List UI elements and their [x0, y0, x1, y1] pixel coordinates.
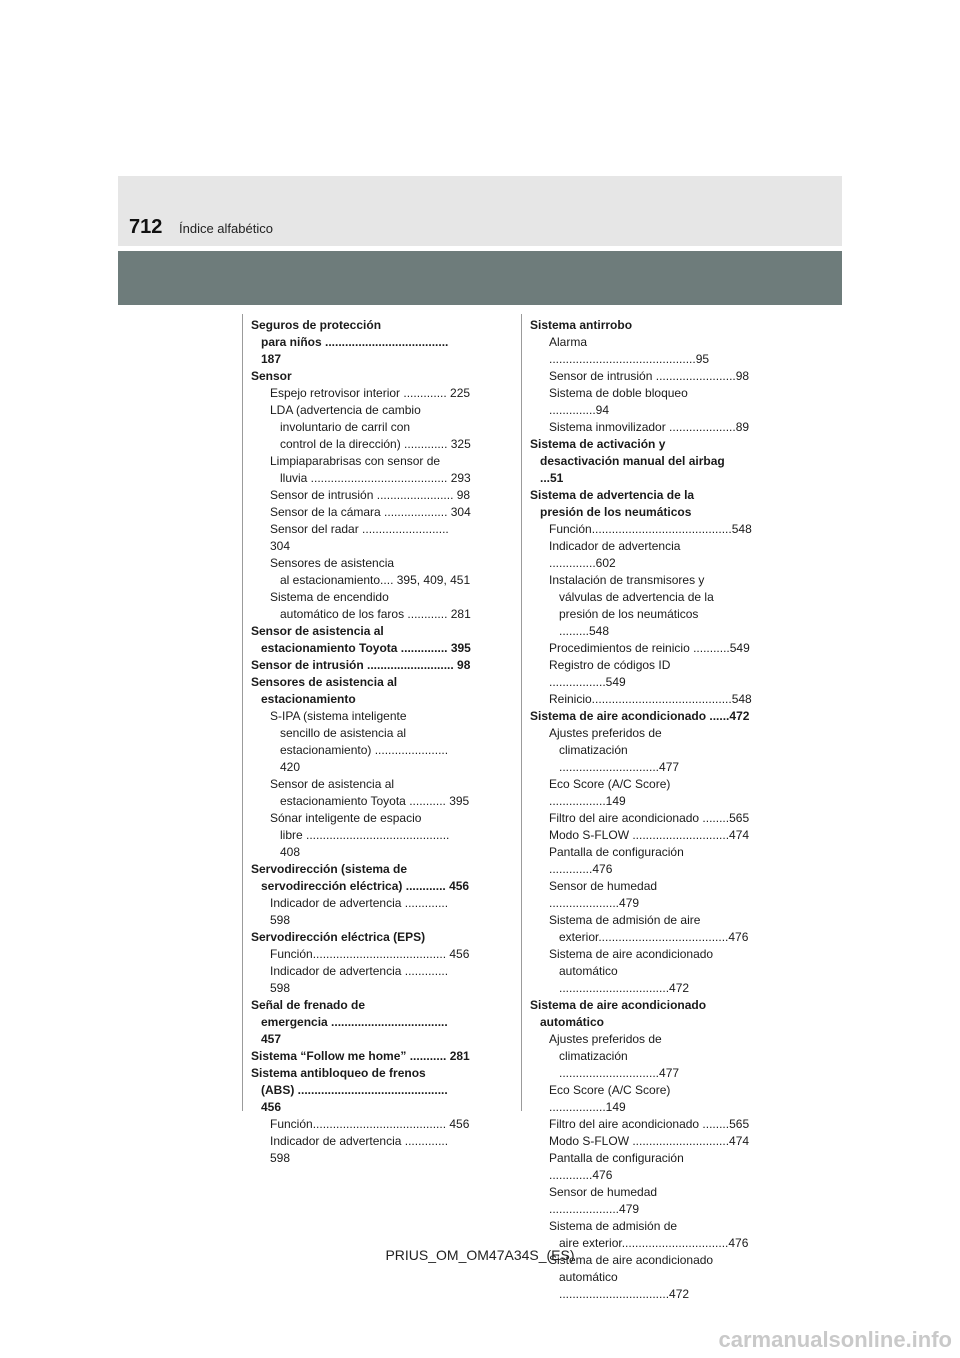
entry-continuation: involuntario de carril con: [280, 420, 411, 434]
index-subentry: [530, 844, 750, 878]
index-heading: [530, 708, 750, 725]
watermark: carmanualsonline.info: [718, 1327, 952, 1352]
entry-text: Indicador de advertencia ............. 598: [270, 896, 449, 927]
entry-continuation: automático .................................472: [559, 964, 690, 995]
entry-text: Alarma ............................................95: [549, 335, 710, 366]
index-subentry: [530, 419, 750, 436]
entry-continuation: estacionamiento Toyota ........... 395: [280, 794, 470, 808]
entry-continuation: exterior.......................................476: [559, 930, 749, 944]
index-subentry: [251, 504, 471, 521]
document-code: PRIUS_OM_OM47A34S_(ES): [385, 1247, 575, 1263]
index-heading: [251, 623, 471, 657]
entry-text: Modo S-FLOW .............................474: [549, 828, 750, 842]
entry-text: Función........................................ 456: [270, 947, 470, 961]
entry-text: Eco Score (A/C Score) .................149: [549, 1083, 671, 1114]
entry-text: Sistema “Follow me home” ........... 281: [251, 1049, 470, 1063]
index-subentry: [530, 521, 750, 538]
entry-text: Sistema de aire acondicionado: [549, 947, 714, 961]
entry-text: Servodirección (sistema de: [251, 862, 408, 876]
index-subentry: [251, 963, 471, 997]
entry-text: Sistema antirrobo: [530, 318, 633, 332]
index-subentry: [530, 368, 750, 385]
index-heading: [251, 317, 471, 368]
entry-text: Sistema de advertencia de la: [530, 488, 695, 502]
entry-text: Filtro del aire acondicionado ........565: [549, 1117, 750, 1131]
index-heading: [251, 1065, 471, 1116]
entry-text: Sensores de asistencia: [270, 556, 395, 570]
entry-text: Limpiaparabrisas con sensor de: [270, 454, 441, 468]
entry-text: Sensor de humedad .....................479: [549, 1185, 658, 1216]
column-rule-middle: [521, 314, 522, 1111]
entry-text: Sistema de admisión de aire: [549, 913, 701, 927]
entry-text: Sensor de intrusión .......................... 98: [251, 658, 471, 672]
entry-text: Función........................................ 456: [270, 1117, 470, 1131]
entry-text: Señal de frenado de: [251, 998, 366, 1012]
entry-continuation: estacionamiento: [261, 692, 356, 706]
index-subentry: [251, 555, 471, 589]
entry-text: Registro de códigos ID .................549: [549, 658, 671, 689]
index-heading: [530, 487, 750, 521]
entry-text: Servodirección eléctrica (EPS): [251, 930, 426, 944]
entry-text: Sónar inteligente de espacio: [270, 811, 422, 825]
index-heading: [251, 861, 471, 895]
entry-continuation: presión de los neumáticos .........548: [559, 607, 699, 638]
entry-continuation: automático .................................472: [559, 1270, 690, 1301]
entry-text: S-IPA (sistema inteligente: [270, 709, 407, 723]
index-subentry: [251, 895, 471, 929]
entry-text: Sensor de asistencia al: [270, 777, 395, 791]
section-title: Índice alfabético: [179, 221, 273, 236]
entry-text: Sistema de admisión de: [549, 1219, 678, 1233]
entry-text: Pantalla de configuración .............476: [549, 845, 684, 876]
entry-text: Instalación de transmisores y: [549, 573, 705, 587]
entry-text: Sensor de intrusión ........................98: [549, 369, 750, 383]
entry-text: Ajustes preferidos de: [549, 1032, 662, 1046]
entry-continuation: desactivación manual del airbag ...51: [540, 454, 725, 485]
entry-continuation: estacionamiento Toyota .............. 395: [261, 641, 471, 655]
index-subentry: [530, 912, 750, 946]
index-heading: [251, 674, 471, 708]
index-heading: [251, 657, 471, 674]
index-heading: [251, 1048, 471, 1065]
entry-text: Sensor de la cámara ................... 304: [270, 505, 471, 519]
index-subentry: [530, 691, 750, 708]
index-subentry: [251, 946, 471, 963]
entry-continuation: aire exterior................................476: [559, 1236, 749, 1250]
entry-continuation: sencillo de asistencia al: [280, 726, 407, 740]
index-subentry: [251, 453, 471, 487]
index-subentry: [530, 946, 750, 997]
entry-continuation: libre ........................................... 408: [280, 828, 450, 859]
index-subentry: [251, 487, 471, 504]
entry-text: Sistema de activación y: [530, 437, 666, 451]
entry-text: Reinicio..........................................548: [549, 692, 752, 706]
entry-text: Sistema de aire acondicionado ......472: [530, 709, 750, 723]
index-subentry: [251, 521, 471, 555]
entry-text: Filtro del aire acondicionado ........565: [549, 811, 750, 825]
entry-text: Indicador de advertencia ..............602: [549, 539, 681, 570]
index-subentry: [530, 776, 750, 810]
index-subentry: [530, 657, 750, 691]
entry-continuation: automático: [540, 1015, 605, 1029]
entry-text: Sistema inmovilizador ....................89: [549, 420, 750, 434]
entry-text: Ajustes preferidos de: [549, 726, 662, 740]
entry-text: Sensor del radar .......................... 304: [270, 522, 449, 553]
entry-continuation: presión de los neumáticos: [540, 505, 692, 519]
index-heading: [251, 997, 471, 1048]
index-heading: [530, 436, 750, 487]
index-subentry: [530, 878, 750, 912]
entry-continuation: al estacionamiento.... 395, 409, 451: [280, 573, 471, 587]
index-subentry: [530, 1133, 750, 1150]
index-subentry: [530, 725, 750, 776]
entry-continuation: emergencia ................................... 457: [261, 1015, 448, 1046]
entry-text: Seguros de protección: [251, 318, 382, 332]
index-subentry: [530, 1031, 750, 1082]
index-heading: [251, 368, 471, 385]
entry-text: Sistema de doble bloqueo ..............94: [549, 386, 688, 417]
entry-text: Función..........................................548: [549, 522, 752, 536]
index-column-left: [251, 317, 471, 1167]
entry-text: Procedimientos de reinicio ...........549: [549, 641, 750, 655]
entry-text: Pantalla de configuración .............476: [549, 1151, 684, 1182]
entry-text: Sistema de aire acondicionado: [549, 1253, 714, 1267]
index-subentry: [530, 1082, 750, 1116]
index-subentry: [251, 708, 471, 776]
index-subentry: [530, 810, 750, 827]
index-subentry: [251, 589, 471, 623]
entry-continuation: automático de los faros ............ 281: [280, 607, 471, 621]
index-subentry: [530, 827, 750, 844]
section-divider-band: [118, 251, 842, 305]
index-subentry: [530, 1184, 750, 1218]
index-subentry: [251, 776, 471, 810]
entry-continuation: para niños ..................................... 187: [261, 335, 449, 366]
entry-continuation: (ABS) ............................................. 456: [261, 1083, 448, 1114]
index-subentry: [530, 385, 750, 419]
index-subentry: [251, 810, 471, 861]
entry-continuation: control de la dirección) ............. 325: [280, 437, 471, 451]
entry-text: Sensor: [251, 369, 292, 383]
entry-continuation: climatización ..............................477: [559, 1049, 680, 1080]
index-subentry: [530, 640, 750, 657]
index-heading: [251, 929, 471, 946]
index-subentry: [530, 572, 750, 640]
column-rule-left: [242, 314, 243, 1111]
entry-text: Indicador de advertencia ............. 598: [270, 964, 449, 995]
page-number: 712: [129, 216, 163, 238]
entry-text: Sensor de intrusión ....................... 98: [270, 488, 471, 502]
entry-continuation: estacionamiento) ...................... 420: [280, 743, 449, 774]
index-column-right: [530, 317, 750, 1303]
entry-text: Sensor de asistencia al: [251, 624, 384, 638]
index-subentry: [251, 1133, 471, 1167]
index-subentry: [530, 334, 750, 368]
index-subentry: [530, 538, 750, 572]
index-heading: [530, 997, 750, 1031]
entry-text: Sensor de humedad .....................479: [549, 879, 658, 910]
entry-continuation: válvulas de advertencia de la: [559, 590, 714, 604]
entry-continuation: servodirección eléctrica) ............ 456: [261, 879, 470, 893]
index-subentry: [251, 1116, 471, 1133]
entry-continuation: lluvia ......................................... 293: [280, 471, 471, 485]
entry-text: Eco Score (A/C Score) .................149: [549, 777, 671, 808]
index-subentry: [530, 1116, 750, 1133]
entry-continuation: climatización ..............................477: [559, 743, 680, 774]
entry-text: Modo S-FLOW .............................474: [549, 1134, 750, 1148]
entry-text: Sistema de aire acondicionado: [530, 998, 707, 1012]
entry-text: Indicador de advertencia ............. 598: [270, 1134, 449, 1165]
index-subentry: [251, 402, 471, 453]
index-subentry: [530, 1150, 750, 1184]
index-subentry: [251, 385, 471, 402]
entry-text: Sensores de asistencia al: [251, 675, 398, 689]
entry-text: Espejo retrovisor interior ............. 225: [270, 386, 471, 400]
entry-text: Sistema de encendido: [270, 590, 389, 604]
entry-text: Sistema antibloqueo de frenos: [251, 1066, 426, 1080]
index-heading: [530, 317, 750, 334]
entry-text: LDA (advertencia de cambio: [270, 403, 421, 417]
